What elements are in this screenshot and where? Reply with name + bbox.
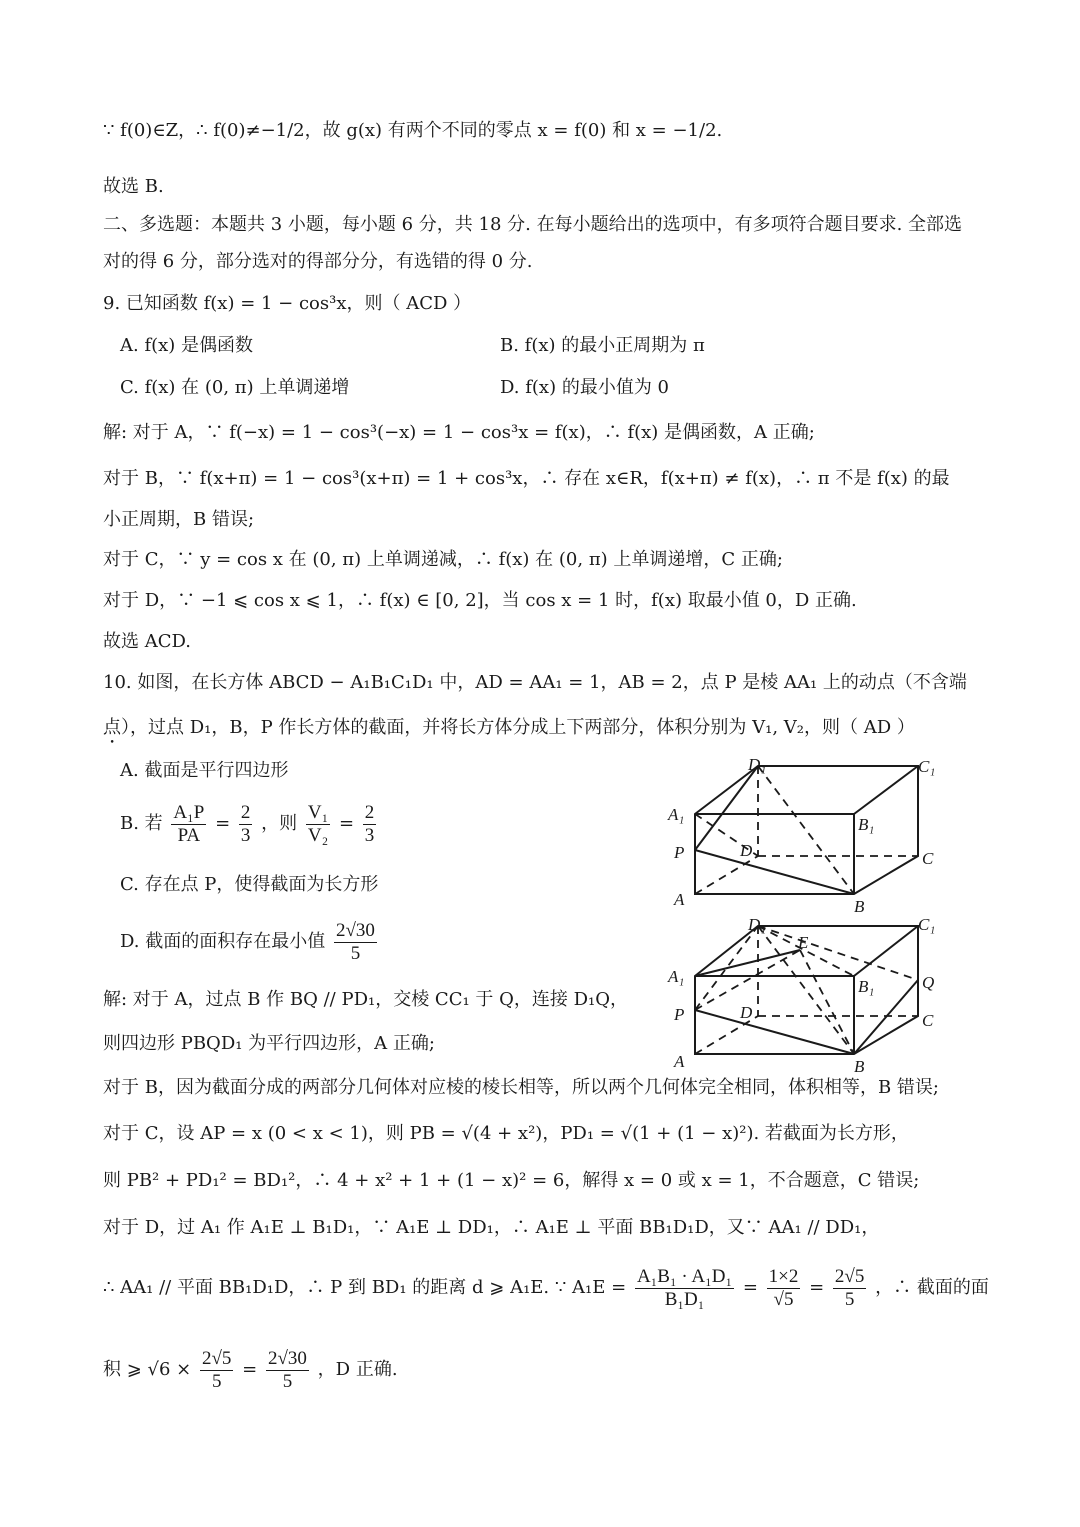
fraction-den: 5 (844, 1288, 855, 1310)
equals-sign: = (338, 813, 355, 834)
q10-solution-d-suffix: ，∴ 截面的面 (875, 1277, 989, 1298)
fraction (239, 802, 253, 847)
fraction-num: 2 (364, 801, 375, 823)
q10-solution-c-cont: 则 PB² + PD₁² = BD₁²，∴ 4 + x² + 1 + (1 − x)² = 6，解得 x = 0 或 x = 1，不合题意，C 错误; (103, 1170, 920, 1191)
fraction-num: V₁ (307, 801, 329, 823)
label-a1: A₁ (668, 967, 685, 986)
question-10-stem-rest: ），过点 D₁，B，P 作长方体的截面，并将长方体分成上下两部分，体积分别为 V₁, V₂，则（ AD ） (121, 717, 915, 738)
fraction-den: √5 (773, 1288, 794, 1310)
q9-answer: 故选 ACD. (103, 631, 192, 652)
fraction (833, 1266, 866, 1311)
q10-option-b (120, 796, 379, 852)
q9-solution-b-cont: 小正周期，B 错误; (103, 509, 255, 530)
segment-eb (800, 950, 854, 1054)
q10-solution-d-prefix: ∴ AA₁ // 平面 BB₁D₁D，∴ P 到 BD₁ 的距离 d ⩾ A₁E. ∵ A₁E = (103, 1277, 627, 1298)
fraction (266, 1348, 309, 1393)
segment-pe (695, 950, 800, 1010)
edge-b1c1 (854, 766, 918, 814)
q10-solution-c: 对于 C，设 AP = x (0 < x < 1)，则 PB = √(4 + x²)，PD₁ = √(1 + (1 − x)²). 若截面为长方形， (103, 1123, 909, 1144)
q9-option-d: D. f(x) 的最小值为 0 (500, 377, 669, 398)
q10-solution-d-final (103, 1340, 990, 1400)
fraction-num: 1×2 (768, 1265, 799, 1287)
label-c: C (922, 1011, 934, 1030)
fraction (767, 1266, 801, 1311)
q10-solution-d-final-prefix: 积 ⩾ √6 × (103, 1359, 192, 1380)
label-d1: D₁ (748, 755, 767, 774)
q10-solution-a: 解: 对于 A，过点 B 作 BQ // PD₁，交棱 CC₁ 于 Q，连接 D₁Q， (103, 989, 629, 1010)
fraction-num: 2 (240, 801, 251, 823)
answer-q8: 故选 B. (103, 176, 164, 197)
q9-solution-a: 解: 对于 A，∵ f(−x) = 1 − cos³(−x) = 1 − cos³x = f(x)，∴ f(x) 是偶函数，A 正确; (103, 422, 815, 443)
fraction (635, 1266, 734, 1311)
label-c1: C₁ (918, 757, 936, 776)
equals-sign: = (215, 813, 231, 834)
dotted-char: 点 (103, 717, 121, 738)
equals-sign: = (809, 1277, 825, 1298)
edge-d1q (758, 926, 918, 980)
q10-option-b-mid: ，则 (261, 813, 298, 834)
fraction-den: 5 (211, 1370, 222, 1392)
q9-solution-c: 对于 C，∵ y = cos x 在 (0, π) 上单调递减，∴ f(x) 在 (0, π) 上单调递增，C 正确; (103, 549, 783, 570)
q10-solution-a-cont: 则四边形 PBQD₁ 为平行四边形，A 正确; (103, 1033, 435, 1054)
label-e: E (798, 933, 809, 952)
label-p: P (674, 1005, 685, 1024)
edge-ad-hidden (695, 856, 758, 894)
q9-option-c: C. f(x) 在 (0, π) 上单调递增 (120, 377, 350, 398)
q9-solution-b: 对于 B，∵ f(x+π) = 1 − cos³(x+π) = 1 + cos³x，∴ 存在 x∈R，f(x+π) ≠ f(x)，∴ π 不是 f(x) 的最 (103, 468, 950, 489)
cuboid-outline (695, 766, 918, 894)
q10-solution-d-final-suffix: ，D 正确. (317, 1359, 398, 1380)
label-d: D (740, 1003, 753, 1022)
edge-bd1-hidden (758, 766, 854, 894)
fraction-num: 2√5 (834, 1265, 865, 1287)
fraction-den: 5 (282, 1370, 293, 1392)
label-p: P (674, 843, 685, 862)
label-b1: B₁ (858, 815, 875, 834)
q10-option-a: A. 截面是平行四边形 (120, 760, 289, 781)
equals-sign: = (242, 1359, 258, 1380)
edge-b1c1 (854, 926, 918, 976)
label-b: B (854, 897, 865, 914)
fraction-num: A₁P (173, 801, 205, 823)
q10-option-b-prefix: B. 若 (120, 813, 163, 834)
section-heading-multi-choice-cont: 对的得 6 分，部分选对的得部分分，有选错的得 0 分. (103, 251, 533, 272)
fraction-den: PA (177, 824, 201, 846)
fraction-num: 2√30 (335, 919, 375, 941)
fraction (306, 802, 330, 847)
fraction-den: 3 (364, 824, 375, 846)
label-c: C (922, 849, 934, 868)
cuboid-figure-1 (660, 752, 950, 914)
fraction (200, 1348, 233, 1393)
label-q: Q (922, 973, 935, 992)
q9-option-b: B. f(x) 的最小正周期为 π (500, 335, 705, 356)
label-a: A (674, 890, 685, 909)
q10-option-c: C. 存在点 P，使得截面为长方形 (120, 874, 379, 895)
question-10-stem-cont (103, 713, 990, 748)
q10-solution-b: 对于 B，因为截面分成的两部分几何体对应棱的棱长相等，所以两个几何体完全相同，体积相等，B 错误; (103, 1077, 939, 1098)
fraction-den: B₁D₁ (664, 1288, 705, 1310)
question-9-stem: 9. 已知函数 f(x) = 1 − cos³x，则（ ACD ） (103, 293, 472, 314)
fraction-den: 3 (240, 824, 251, 846)
label-d1: D₁ (748, 915, 767, 934)
label-d: D (740, 841, 753, 860)
cuboid-figure-2 (660, 912, 950, 1077)
label-a1: A₁ (668, 805, 685, 824)
fraction (363, 802, 377, 847)
label-c1: C₁ (918, 915, 936, 934)
line-f0-zero-points: ∵ f(0)∈Z，∴ f(0)≠−1/2，故 g(x) 有两个不同的零点 x = f(0) 和 x = −1/2. (103, 120, 723, 141)
equals-sign: = (742, 1277, 758, 1298)
fraction-num: 2√5 (202, 1347, 232, 1369)
q10-option-d (120, 914, 380, 970)
q10-solution-d: 对于 D，过 A₁ 作 A₁E ⊥ B₁D₁，∵ A₁E ⊥ DD₁，∴ A₁E ⊥ 平面 BB₁D₁D，又∵ AA₁ // DD₁， (103, 1217, 880, 1238)
fraction-den: V₂ (307, 824, 329, 846)
section-heading-multi-choice: 二、多选题：本题共 3 小题，每小题 6 分，共 18 分. 在每小题给出的选项中，有多项符合题目要求. 全部选 (103, 214, 963, 235)
label-b1: B₁ (858, 977, 875, 996)
q9-solution-d: 对于 D，∵ −1 ⩽ cos x ⩽ 1，∴ f(x) ∈ [0, 2]，当 cos x = 1 时，f(x) 取最小值 0，D 正确. (103, 590, 857, 611)
label-b: B (854, 1057, 865, 1076)
label-a: A (674, 1052, 685, 1071)
q9-option-a: A. f(x) 是偶函数 (120, 335, 254, 356)
q10-solution-d-cont (103, 1258, 990, 1318)
fraction-den: 5 (350, 942, 361, 964)
q10-option-d-prefix: D. 截面的面积存在最小值 (120, 931, 326, 952)
question-10-stem: 10. 如图，在长方体 ABCD − A₁B₁C₁D₁ 中，AD = AA₁ = 1，AB = 2，点 P 是棱 AA₁ 上的动点（不含端 (103, 672, 967, 693)
fraction-num: 2√30 (268, 1347, 307, 1369)
fraction-num: A₁B₁ · A₁D₁ (636, 1265, 733, 1287)
fraction (171, 802, 206, 847)
fraction (334, 920, 377, 965)
